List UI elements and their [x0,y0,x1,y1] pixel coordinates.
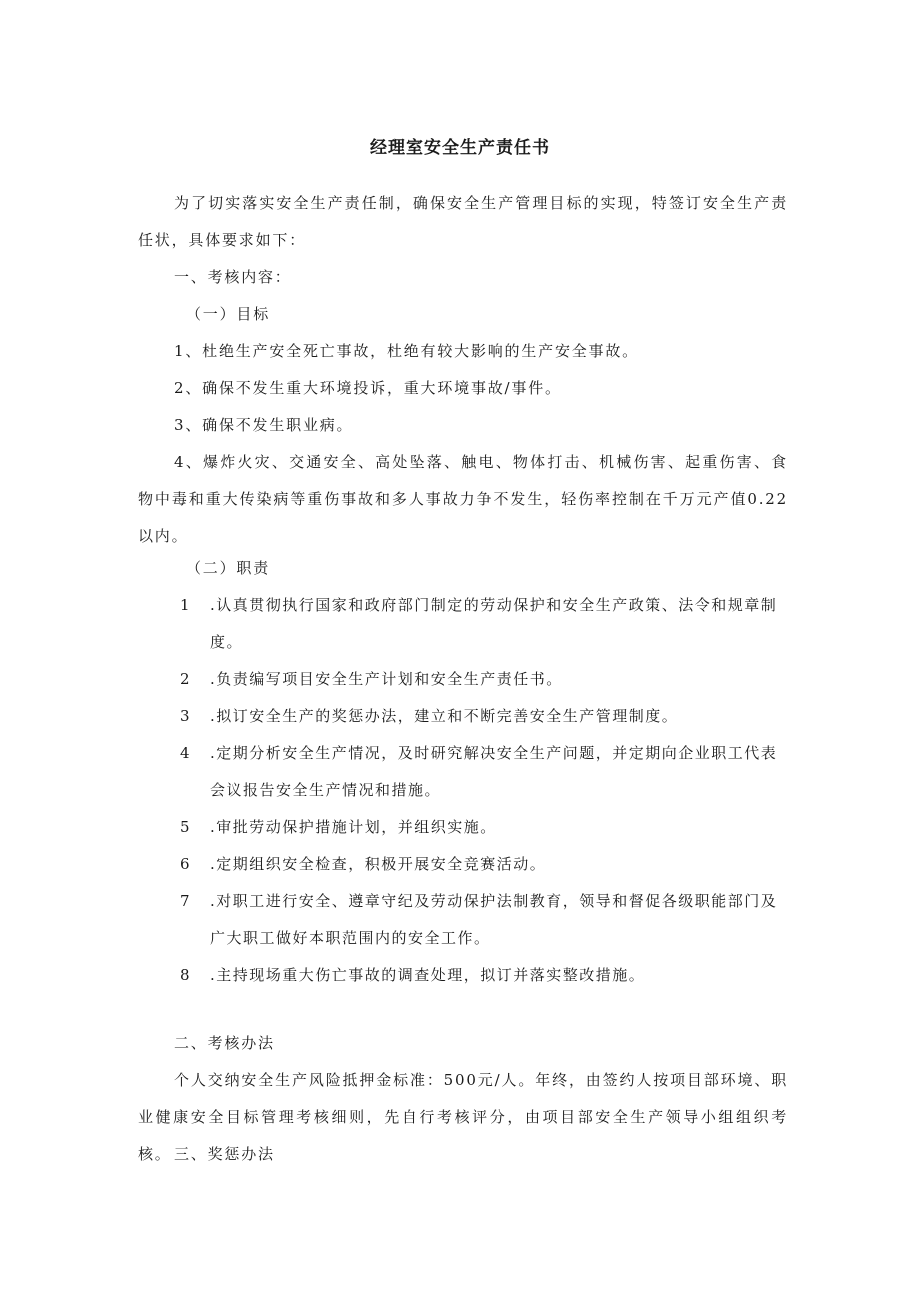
duty-number: 7 [180,892,192,910]
subsection-goals-heading: （一）目标 [186,305,271,323]
duty-text: .负责编写项目安全生产计划和安全生产责任书。 [210,670,563,688]
duty-text: .定期组织安全检查，积极开展安全竞赛活动。 [210,855,547,873]
subsection-duties-heading: （二）职责 [186,559,271,577]
duty-text: .拟订安全生产的奖惩办法，建立和不断完善安全生产管理制度。 [210,707,679,725]
section-1-heading: 一、考核内容： [174,268,292,286]
section-3-heading: 三、奖惩办法 [174,1145,275,1163]
duty-item [180,846,788,883]
section-2-heading: 二、考核办法 [174,1034,275,1052]
duty-item [180,883,788,957]
duty-item [180,809,788,846]
duty-number: 3 [180,707,192,725]
duty-text: .认真贯彻执行国家和政府部门制定的劳动保护和安全生产政策、法令和规章制度。 [210,596,778,651]
duty-item [180,957,788,994]
goal-item-3: 3、确保不发生职业病。 [174,416,354,434]
duty-item [180,698,788,735]
duty-text: .对职工进行安全、遵章守纪及劳动保护法制教育，领导和督促各级职能部门及广大职工做好本职范围内的安全工作。 [210,892,778,947]
duty-item [180,587,788,661]
duty-number: 5 [180,818,192,836]
duty-item [180,661,788,698]
document-title: 经理室安全生产责任书 [370,138,550,158]
duty-number: 6 [180,855,192,873]
duty-text: .审批劳动保护措施计划，并组织实施。 [210,818,497,836]
duty-number: 2 [180,670,192,688]
intro-paragraph: 为了切实落实安全生产责任制，确保安全生产管理目标的实现，特签订安全生产责任状，具体要求如下： [138,194,788,249]
duty-text: .定期分析安全生产情况，及时研究解决安全生产问题，并定期向企业职工代表会议报告安全生产情况和措施。 [210,744,778,799]
duty-number: 8 [180,966,192,984]
duty-item [180,735,788,809]
duty-number: 4 [180,744,192,762]
section-2-body: 个人交纳安全生产风险抵押金标准：500元/人。年终，由签约人按项目部环境、职业健康安全目标管理考核细则，先自行考核评分，由项目部安全生产领导小组组织考核。 [138,1071,788,1163]
goal-item-2: 2、确保不发生重大环境投诉，重大环境事故/事件。 [174,379,562,397]
duty-number: 1 [180,596,192,614]
duty-text: .主持现场重大伤亡事故的调查处理，拟订并落实整改措施。 [210,966,646,984]
goal-item-1: 1、杜绝生产安全死亡事故，杜绝有较大影响的生产安全事故。 [174,342,639,360]
goal-item-4: 4、爆炸火灾、交通安全、高处坠落、触电、物体打击、机械伤害、起重伤害、食物中毒和重大传染病等重伤事故和多人事故力争不发生，轻伤率控制在千万元产值0.22以内。 [138,453,788,545]
